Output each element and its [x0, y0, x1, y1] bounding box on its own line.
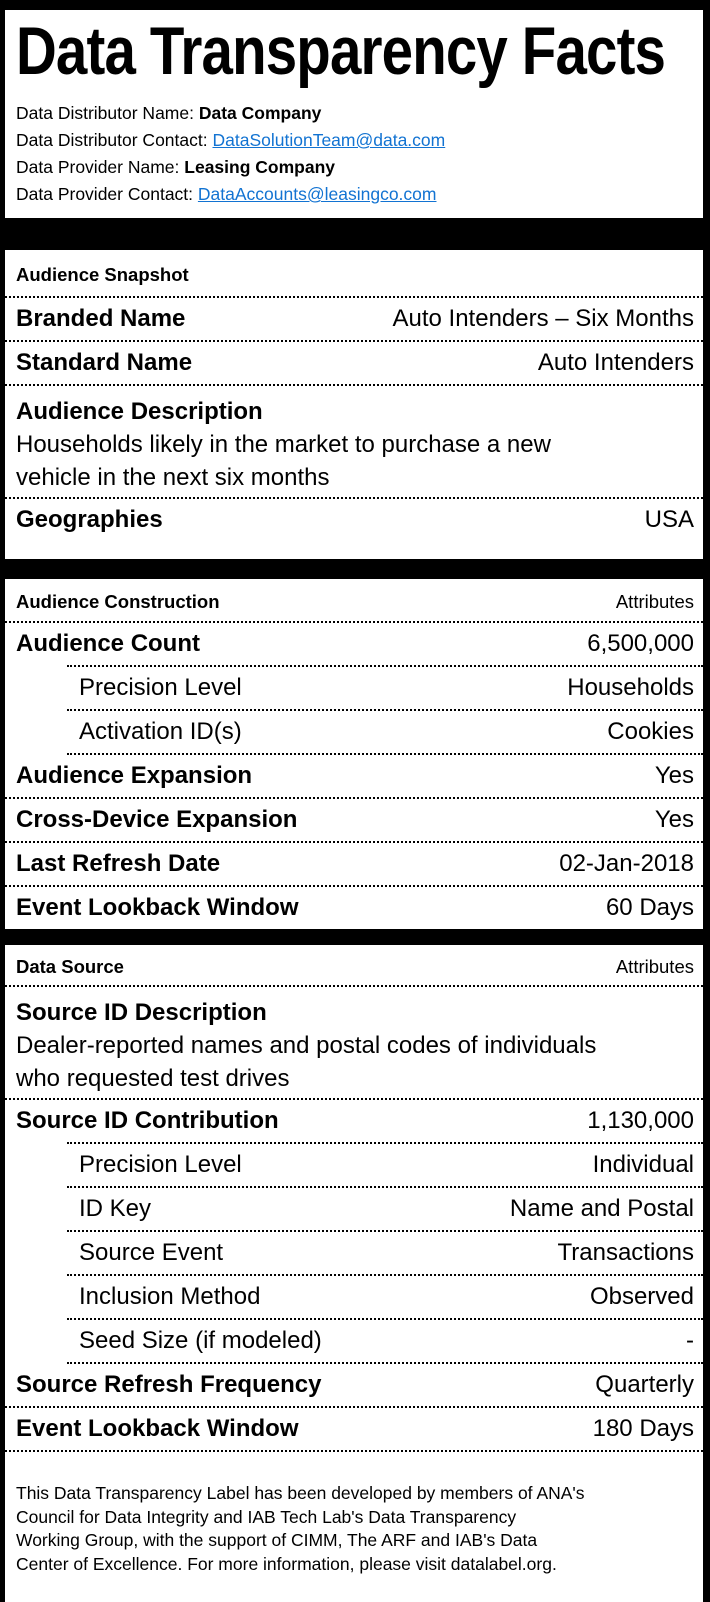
- distributor-contact-line: [16, 127, 695, 154]
- audience-snapshot-panel: [5, 250, 703, 559]
- row-label: Cross-Device Expansion: [16, 806, 298, 833]
- row-value: Cookies: [607, 718, 694, 745]
- row-label: Last Refresh Date: [16, 850, 221, 877]
- row-value: 1,130,000: [587, 1107, 694, 1134]
- row-activation-ids: [67, 711, 703, 753]
- row-label: Inclusion Method: [79, 1283, 261, 1310]
- footer-text-line: Center of Excellence. For more information, please visit datalabel.org.: [16, 1553, 557, 1574]
- row-label: Precision Level: [79, 674, 242, 701]
- section-title: Audience Construction: [16, 591, 220, 612]
- row-value: 6,500,000: [587, 630, 694, 657]
- row-inclusion-method: [67, 1276, 703, 1318]
- row-source-id-contribution: [5, 1100, 703, 1142]
- data-source-section-header: [5, 945, 703, 985]
- row-audience-expansion: [5, 755, 703, 797]
- attributes-column-label: Attributes: [615, 591, 694, 612]
- row-label: Event Lookback Window: [16, 894, 299, 921]
- audience-construction-section-header: [5, 579, 703, 621]
- row-label: Activation ID(s): [79, 718, 242, 745]
- provider-name-line: [16, 154, 695, 181]
- row-value: Individual: [592, 1151, 694, 1178]
- footer-text-line: Working Group, with the support of CIMM, The ARF and IAB's Data: [16, 1530, 538, 1550]
- row-source-event: [67, 1232, 703, 1274]
- row-standard-name: [5, 342, 703, 384]
- row-value: Yes: [654, 762, 694, 789]
- page-title: Data Transparency Facts: [16, 13, 666, 89]
- row-value: Households: [567, 674, 694, 701]
- distributor-name-line: [16, 100, 695, 127]
- row-value: 02-Jan-2018: [559, 850, 694, 877]
- row-label: Precision Level: [79, 1151, 242, 1178]
- distributor-name-value: Data Company: [198, 103, 322, 123]
- row-seed-size: [67, 1320, 703, 1362]
- row-source-refresh-frequency: [5, 1364, 703, 1406]
- row-label: Seed Size (if modeled): [79, 1327, 322, 1354]
- row-event-lookback-window: [5, 887, 703, 929]
- row-event-lookback-window: [5, 1408, 703, 1450]
- data-source-panel: [5, 945, 703, 1602]
- row-value: Auto Intenders – Six Months: [392, 305, 694, 332]
- row-id-key: [67, 1188, 703, 1230]
- attributes-column-label: Attributes: [615, 956, 694, 977]
- audience-snapshot-section-header: [5, 250, 703, 296]
- row-precision-level: [67, 667, 703, 709]
- row-precision-level: [67, 1144, 703, 1186]
- provider-name-value: Leasing Company: [184, 157, 336, 177]
- row-value: USA: [644, 506, 694, 533]
- row-value: Name and Postal: [509, 1195, 694, 1222]
- row-label: Standard Name: [16, 349, 193, 376]
- audience-description-block: [5, 386, 703, 497]
- row-last-refresh-date: [5, 843, 703, 885]
- description-text-line: Households likely in the market to purchase a new: [16, 431, 551, 458]
- distributor-name-label: Data Distributor Name:: [16, 103, 194, 123]
- header-panel: [5, 10, 703, 218]
- distributor-contact-email-link[interactable]: DataSolutionTeam@data.com: [212, 130, 446, 150]
- description-text-line: who requested test drives: [16, 1065, 290, 1092]
- row-geographies: [5, 499, 703, 541]
- row-branded-name: [5, 298, 703, 340]
- provider-contact-label: Data Provider Contact:: [16, 184, 194, 204]
- row-value: Quarterly: [595, 1371, 694, 1398]
- attribution-footer: [5, 1452, 703, 1602]
- row-cross-device-expansion: [5, 799, 703, 841]
- provider-contact-line: [16, 181, 695, 208]
- row-value: Transactions: [557, 1239, 694, 1266]
- row-label: Source ID Contribution: [16, 1107, 279, 1134]
- provider-name-label: Data Provider Name:: [16, 157, 180, 177]
- row-audience-count: [5, 623, 703, 665]
- provider-contact-email-link[interactable]: DataAccounts@leasingco.com: [197, 184, 437, 204]
- row-value: Observed: [589, 1283, 694, 1310]
- row-label: Branded Name: [16, 305, 186, 332]
- footer-text-line: This Data Transparency Label has been developed by members of ANA's: [16, 1483, 585, 1503]
- row-label: Geographies: [16, 506, 163, 533]
- row-value: Auto Intenders: [537, 349, 694, 376]
- audience-construction-panel: [5, 579, 703, 929]
- row-value: 180 Days: [592, 1415, 694, 1442]
- row-label: ID Key: [79, 1195, 152, 1222]
- section-title: Data Source: [16, 956, 124, 977]
- description-heading: Source ID Description: [16, 999, 267, 1026]
- description-heading: Audience Description: [16, 398, 263, 425]
- row-label: Source Refresh Frequency: [16, 1371, 322, 1398]
- description-text-line: Dealer-reported names and postal codes of individuals: [16, 1032, 597, 1059]
- section-title: Audience Snapshot: [16, 264, 189, 285]
- description-text-line: vehicle in the next six months: [16, 464, 330, 491]
- row-label: Event Lookback Window: [16, 1415, 299, 1442]
- footer-text-line: Council for Data Integrity and IAB Tech Lab's Data Transparency: [16, 1506, 517, 1527]
- row-label: Source Event: [79, 1239, 224, 1266]
- distributor-contact-label: Data Distributor Contact:: [16, 130, 208, 150]
- row-value: -: [686, 1327, 694, 1354]
- source-id-description-block: [5, 987, 703, 1098]
- row-value: 60 Days: [605, 894, 694, 921]
- row-label: Audience Expansion: [16, 762, 253, 789]
- row-value: Yes: [654, 806, 694, 833]
- row-label: Audience Count: [16, 630, 200, 657]
